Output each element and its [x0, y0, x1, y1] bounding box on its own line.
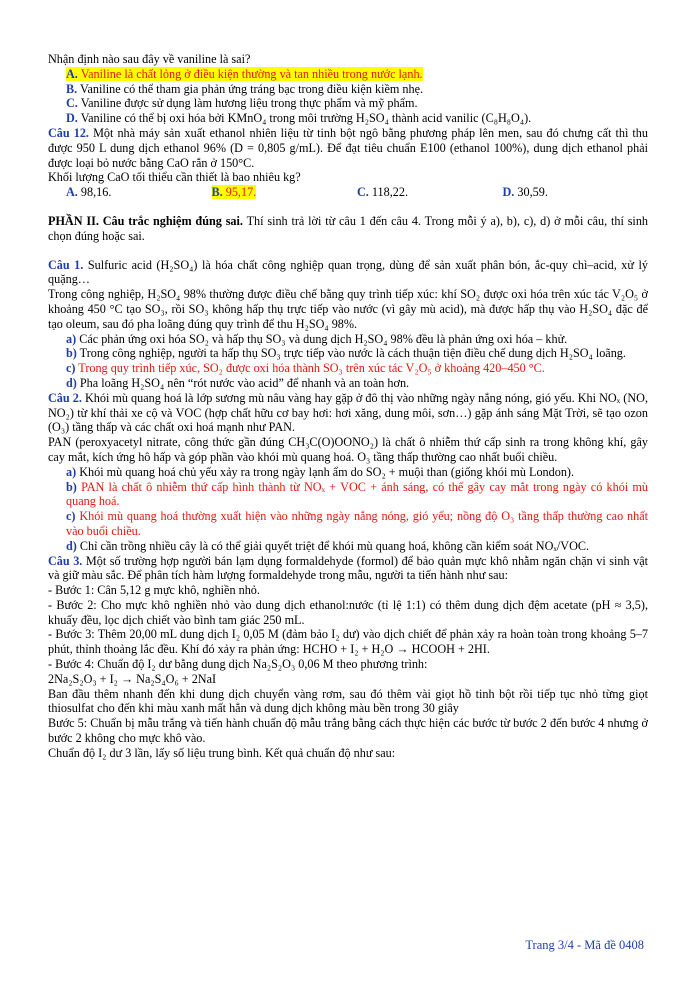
- q12-option-b[interactable]: B. 95,17.: [211, 185, 257, 200]
- q12-options: [48, 185, 648, 200]
- q12-option-a[interactable]: A. 98,16.: [66, 185, 112, 200]
- c2-item-c[interactable]: c) Khói mù quang hoá thường xuất hiện vào những ngày nắng nóng, gió yếu; nồng độ O₃ tầng thấp thường cao nhất vào buổi chiều.: [66, 509, 648, 538]
- c2-item-b[interactable]: b) PAN là chất ô nhiễm thứ cấp hình thành từ NOₓ + VOC + ánh sáng, có thể gây cay mắt trong ngày có khói mù quang hoá.: [66, 479, 648, 509]
- c1-item-a[interactable]: a) Các phản ứng oxi hóa SO₂ và hấp thụ SO₃ và dung dịch H₂SO₄ 98% đều là phản ứng oxi hóa – khử.: [66, 331, 568, 346]
- q12-option-c[interactable]: C. 118,22.: [357, 185, 409, 200]
- c3-result-intro: Chuẩn độ I₂ dư 3 lần, lấy số liệu trung bình. Kết quả chuẩn độ như sau:: [48, 745, 396, 760]
- q11-option-a[interactable]: A. Vaniline là chất lỏng ở điều kiện thường và tan nhiều trong nước lạnh.: [66, 66, 423, 81]
- c2-item-d[interactable]: d) Chỉ cần trồng nhiều cây là có thể giải quyết triệt để khói mù quang hoá, không cần kiểm soát NOₓ/VOC.: [66, 538, 590, 553]
- c2-item-a[interactable]: a) Khói mù quang hoá chủ yếu xảy ra trong ngày lạnh ẩm do SO₂ + muội than (giống khói mù London).: [66, 464, 575, 479]
- q11-option-d[interactable]: D. Vaniline có thể bị oxi hóa bởi KMnO₄ trong môi trường H₂SO₄ thành acid vanilic (C₈H₈O₄).: [66, 111, 532, 126]
- q12-text: Câu 12. Một nhà máy sản xuất ethanol nhiên liệu từ tinh bột ngô bằng phương pháp lên men, sau đó chưng cất thì thu được 950 L dung dịch ethanol 96% (D = 0,805 g/mL). Để đạt tiêu chuẩn E100 (ethanol 100%), dung dịch ethanol phải được loại bỏ nước bằng CaO rắn ở 150°C.: [48, 125, 648, 170]
- q11-stem: Nhận định nào sau đây về vaniline là sai?: [48, 52, 251, 66]
- q12-question: Khối lượng CaO tối thiểu cần thiết là bao nhiêu kg?: [48, 170, 301, 185]
- c3-step-3: - Bước 3: Thêm 20,00 mL dung dịch I₂ 0,05 M (đảm bảo I₂ dư) vào dịch chiết để phản xảy ra hoàn toàn trong khoảng 5–7 phút, thỉnh thoảng lắc đều. Khí đó xảy ra phản ứng: HCHO + I₂ + H₂O → HCOOH + 2HI.: [48, 627, 648, 657]
- c1-desc: Trong công nghiệp, H₂SO₄ 98% thường được điều chế bằng quy trình tiếp xúc: khí SO₂ được oxi hóa trên xúc tác V₂O₅ ở khoảng 450 °C tạo SO₃, rồi SO₃ không hấp thụ trực tiếp vào nước (vì gây mù acid), mà được hấp thụ vào H₂SO₄ đặc để tạo oleum, sau đó pha loãng đúng quy trình để thu H₂SO₄ 98%.: [48, 287, 648, 331]
- c2-desc: PAN (peroxyacetyl nitrate, công thức gần đúng CH₃C(O)OONO₂) là chất ô nhiễm thứ cấp sinh ra trong không khí, gây cay mắt, kích ứng hô hấp và góp phần vào khói mù quang hoá. O₃ tầng thấp thường cao nhất buổi chiều.: [48, 435, 648, 464]
- c3-step-1: - Bước 1: Cân 5,12 g mực khô, nghiền nhỏ.: [48, 583, 260, 598]
- c3-step-5: Bước 5: Chuẩn bị mẫu trắng và tiến hành chuẩn độ mẫu trắng bằng cách thực hiện các bước từ bước 2 đến bước 4 nhưng ở bước 2 không cho mực khô vào.: [48, 716, 648, 746]
- c1-item-d[interactable]: d) Pha loãng H₂SO₄ nên “rót nước vào acid” để nhanh và an toàn hơn.: [66, 375, 410, 390]
- c3-equation: 2Na₂S₂O₃ + I₂ → Na₂S₄O₆ + 2NaI: [48, 671, 217, 686]
- c2-intro: Câu 2. Khói mù quang hoá là lớp sương mù nâu vàng hay gặp ở đô thị vào những ngày nắng nóng, gió yếu. Khi NOₓ (NO, NO₂) từ khí thải xe cộ và VOC (hợp chất hữu cơ bay hơi: hơi xăng, dung môi, sơn…) gặp ánh sáng Mặt Trời, sẽ tạo ozon (O₃) tầng thấp và các chất oxi hoá mạnh như PAN.: [48, 390, 648, 435]
- q12-option-d[interactable]: D. 30,59.: [502, 185, 548, 200]
- c1-item-c[interactable]: c) Trong quy trình tiếp xúc, SO₂ được oxi hóa thành SO₃ trên xúc tác V₂O₅ ở khoảng 420–450 °C.: [66, 361, 545, 376]
- q11-option-c[interactable]: C. Vaniline được sử dụng làm hương liệu trong thực phẩm và mỹ phẩm.: [66, 96, 418, 111]
- part2-heading: PHẦN II. Câu trắc nghiệm đúng sai. Thí sinh trả lời từ câu 1 đến câu 4. Trong mỗi ý a), b), c), d) ở mỗi câu, thí sinh chọn đúng hoặc sai.: [48, 213, 649, 243]
- c1-intro: Câu 1. Sulfuric acid (H₂SO₄) là hóa chất công nghiệp quan trọng, dùng để sản xuất phân bón, ắc-quy chì–acid, xử lý quặng…: [48, 257, 648, 287]
- c3-step-2: - Bước 2: Cho mực khô nghiền nhỏ vào dung dịch ethanol:nước (tỉ lệ 1:1) có thêm dung dịch đệm acetate (pH ≈ 3,5), khuấy đều, lọc dịch chiết vào bình tam giác 250 mL.: [48, 597, 648, 627]
- c3-intro: Câu 3. Một số trường hợp người bán lạm dụng formaldehyde (formol) để bảo quản mực khô nhằm ngăn chặn vi sinh vật và giữ màu sắc. Để phân tích hàm lượng formaldehyde trong mẫu, người ta tiến hành như sau:: [48, 553, 648, 583]
- page-content: [48, 52, 648, 761]
- c1-item-b[interactable]: b) Trong công nghiệp, người ta hấp thụ SO₃ trực tiếp vào nước là cách thuận tiện điều chế dung dịch H₂SO₄ loãng.: [66, 346, 626, 361]
- q11-option-b[interactable]: B. Vaniline có thể tham gia phản ứng tráng bạc trong điều kiện kiềm nhẹ.: [66, 81, 424, 96]
- page-footer: Trang 3/4 - Mã đề 0408: [525, 938, 644, 952]
- c3-titration-note: Ban đầu thêm nhanh đến khi dung dịch chuyển vàng rơm, sau đó thêm vài giọt hồ tinh bột rồi tiếp tục nhỏ từng giọt thiosulfat cho đến khi màu xanh mất hẳn và dung dịch không màu bền trong 30 giây: [48, 686, 648, 716]
- c3-step-4: - Bước 4: Chuẩn độ I₂ dư bằng dung dịch Na₂S₂O₃ 0,06 M theo phương trình:: [48, 657, 428, 672]
